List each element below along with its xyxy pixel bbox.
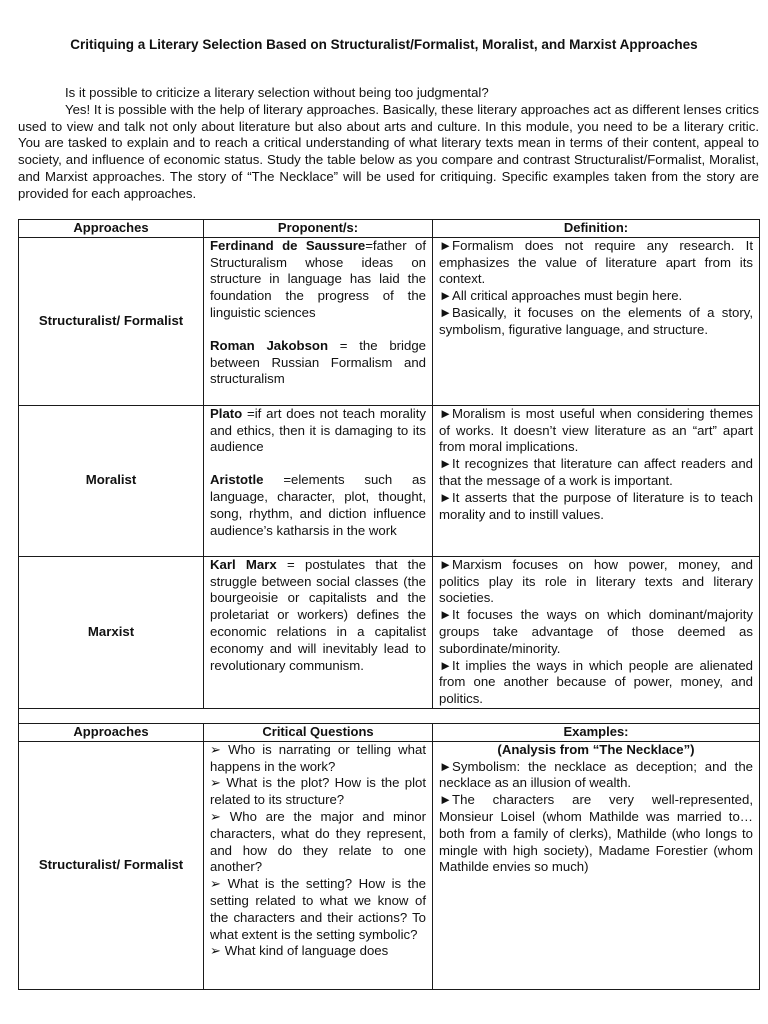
question-item: ➢ What kind of language does — [210, 943, 389, 959]
definition-item: ►Marxism focuses on how power, money, and politics play its role in literary texts and literary societies. — [439, 556, 753, 606]
proponent-desc: = the bridge between Russian Formalism and structuralism — [210, 337, 426, 387]
definition-item: ►It asserts that the purpose of literature is to teach morality and to instill values. — [439, 489, 753, 522]
proponent-desc: =elements such as language, character, plot, thought, song, rhythm, and diction influence audience’s katharsis in the work — [210, 472, 426, 538]
table-row — [19, 741, 760, 989]
spacer-cell — [19, 708, 760, 723]
example-item: ►The characters are very well-represented, Monsieur Loisel (whom Mathilde was married to…both from a family of clerks), Mathilde (who longs to mingle with high society), Madame Forestier (whom Mathilde envies so much) — [439, 792, 753, 875]
proponent-name: Roman Jakobson — [210, 337, 329, 353]
proponents-cell — [204, 556, 433, 708]
intro-paragraph: Yes! It is possible with the help of literary approaches. Basically, these literary approaches act as different lenses critics used to view and talk not only about literature but also about arts and culture. In this module, you need to be a literary critic. You are tasked to explain and to reach a critical understanding of what literary texts mean in terms of their content, appeal to society, and influence of economic status. Study the table below as you compare and contrast Structuralist/Formalist, Moralist, and Marxist approaches. The story of “The Necklace” will be used for critiquing. Specific examples taken from the story are provided for each approaches. — [18, 101, 759, 201]
examples-cell — [433, 741, 760, 989]
question-item: ➢ What is the setting? How is the setting related to what we know of the characters and their actions? To what extent is the setting symbolic? — [210, 876, 426, 942]
spacer-row — [19, 708, 760, 723]
approach-cell: Moralist — [19, 405, 204, 556]
document-title: Critiquing a Literary Selection Based on Structuralist/Formalist, Moralist, and Marxist Approaches — [70, 37, 698, 52]
proponent-name: Ferdinand de Saussure — [210, 237, 366, 253]
definition-cell — [433, 237, 760, 405]
approaches-table — [18, 219, 760, 990]
examples-heading: (Analysis from “The Necklace”) — [497, 741, 695, 757]
approach-cell: Structuralist/ Formalist — [19, 237, 204, 405]
table-row — [19, 405, 760, 556]
questions-cell — [204, 741, 433, 989]
intro-section — [18, 85, 759, 203]
definition-item: ►Basically, it focuses on the elements of a story, symbolism, figurative language, and structure. — [439, 304, 753, 337]
definition-item: ►It recognizes that literature can affect readers and that the message of a work is important. — [439, 456, 753, 488]
question-item: ➢ What is the plot? How is the plot related to its structure? — [210, 775, 426, 808]
question-item: ➢ Who are the major and minor characters, what do they represent, and how do they relate to one another? — [210, 808, 426, 875]
table-row — [19, 237, 760, 405]
header-approaches: Approaches — [19, 220, 204, 238]
header-definition: Definition: — [433, 220, 760, 238]
header-examples: Examples: — [433, 723, 760, 741]
header-critical-questions: Critical Questions — [204, 723, 433, 741]
header-proponents: Proponent/s: — [204, 220, 433, 238]
proponent-desc: =father of Structuralism whose ideas on structure in language has laid the foundation the progress of the linguistic sciences — [210, 237, 426, 320]
proponents-cell — [204, 237, 433, 405]
definition-cell — [433, 556, 760, 708]
definition-cell — [433, 405, 760, 556]
proponent-desc: =if art does not teach morality and ethics, then it is damaging to its audience — [210, 405, 426, 455]
example-item: ►Symbolism: the necklace as deception; and the necklace as an illusion of wealth. — [439, 758, 753, 791]
proponent-desc: = postulates that the struggle between social classes (the bourgeoisie or capitalists and the proletariat or workers) defines the economic relations in a capitalist economy and will inevitably lead to revolutionary communism. — [210, 556, 426, 673]
approach-cell: Structuralist/ Formalist — [19, 741, 204, 989]
question-item: ➢ Who is narrating or telling what happens in the work? — [210, 741, 426, 774]
definition-item: ►It focuses the ways on which dominant/majority groups take advantage of those deemed as subordinate/minority. — [439, 607, 753, 656]
definition-item: ►Formalism does not require any research. It emphasizes the value of literature apart from its context. — [439, 237, 753, 287]
proponents-cell — [204, 405, 433, 556]
approach-cell: Marxist — [19, 556, 204, 708]
proponent-name: Karl Marx — [210, 556, 277, 572]
table1-header-row — [19, 220, 760, 238]
table2-header-row — [19, 723, 760, 741]
table-row — [19, 556, 760, 708]
intro-question: Is it possible to criticize a literary selection without being too judgmental? — [65, 85, 489, 100]
definition-item: ►Moralism is most useful when considering themes of works. It doesn’t view literature as an “art” apart from moral implications. — [439, 405, 753, 455]
proponent-name: Plato — [210, 405, 243, 421]
header-approaches: Approaches — [19, 723, 204, 741]
definition-item: ►All critical approaches must begin here. — [439, 288, 683, 304]
definition-item: ►It implies the ways in which people are alienated from one another because of power, money, and politics. — [439, 657, 753, 707]
proponent-name: Aristotle — [210, 472, 264, 488]
